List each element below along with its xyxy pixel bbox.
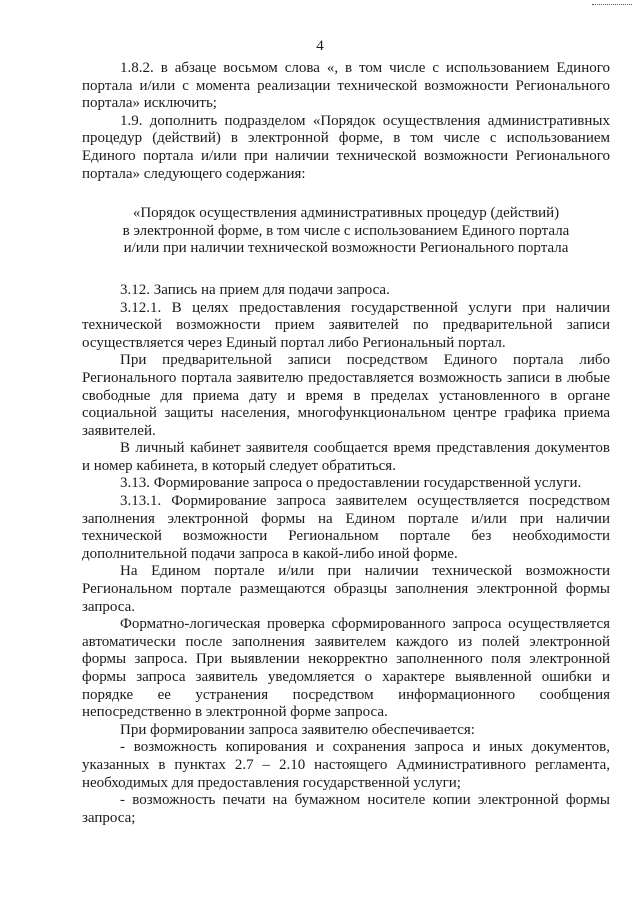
paragraph-3-12-1: 3.12.1. В целях предоставления государственной услуги при наличии технической возможности прием заявителей по предварительной записи осуществляется через Единый портал либо Региональный портал. [82,299,610,351]
document-body [82,60,610,827]
paragraph-3-12: 3.12. Запись на прием для подачи запроса. [120,281,390,298]
paragraph-3-13-1: 3.13.1. Формирование запроса заявителем осуществляется посредством заполнения электронной формы на Едином портале и/или при наличии технической возможности Региональном портале без необходимости дополнительной подачи запроса в какой-либо иной форме. [82,493,610,562]
paragraph-1-8-2: 1.8.2. в абзаце восьмом слова «, в том числе с использованием Единого портала и/или с момента реализации технической возможности Регионального портала» исключить; [82,60,610,112]
paragraph-preliminary-record: При предварительной записи посредством Единого портала либо Регионального портала заявителю предоставляется возможность записи в любые свободные для приема дату и время в пределах установленного в органе социальной защиты населения, многофункциональном центре графика приема заявителей. [82,352,610,439]
list-item-copy-save: - возможность копирования и сохранения запроса и иных документов, указанных в пунктах 2.7 – 2.10 настоящего Административного регламента, необходимых для предоставления государственной услуги; [82,739,610,791]
paragraph-format-check: Форматно-логическая проверка сформированного запроса осуществляется автоматически после заполнения заявителем каждого из полей электронной формы запроса. При выявлении некорректно заполненного поля электронной формы запроса заявитель уведомляется о характере выявленной ошибки и порядке ее устранения посредством информационного сообщения непосредственно в электронной форме запроса. [82,616,610,721]
paragraph-1-9: 1.9. дополнить подразделом «Порядок осуществления административных процедур (действий) в электронной форме, в том числе с использованием Единого портала и/или при наличии технической возможности Регионального портала» следующего содержания: [82,112,610,182]
paragraph-provided: При формировании запроса заявителю обеспечивается: [120,721,475,738]
list-item-print: - возможность печати на бумажном носителе копии электронной формы запроса; [82,792,610,826]
paragraph-personal-account: В личный кабинет заявителя сообщается время представления документов и номер кабинета, в который следует обратиться. [82,440,610,474]
subsection-heading-line-3: и/или при наличии технической возможности Регионального портала [123,240,569,257]
paragraph-3-13: 3.13. Формирование запроса о предоставлении государственной услуги. [120,475,582,492]
scan-corner-mark [592,4,632,7]
subsection-heading-line-2: в электронной форме, в том числе с использованием Единого портала [122,222,570,239]
paragraph-samples: На Едином портале и/или при наличии технической возможности Региональном портале размещаются образцы заполнения электронной формы запроса. [82,563,610,615]
subsection-heading [82,205,610,258]
page-number: 4 [316,38,324,54]
subsection-heading-line-1: «Порядок осуществления административных процедур (действий) [132,205,560,222]
